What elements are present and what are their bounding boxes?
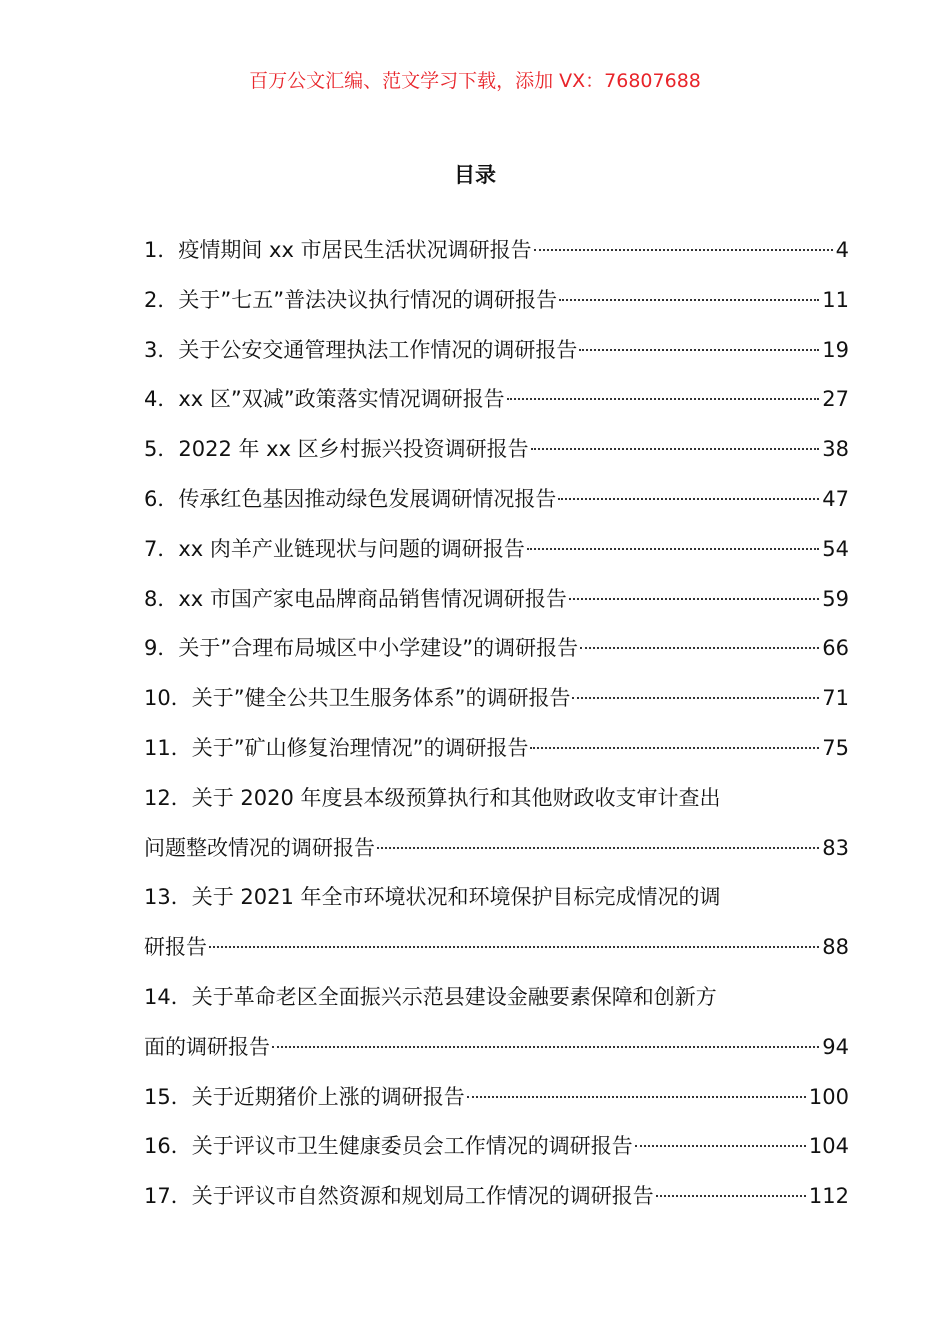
toc-entry-title: 5．2022 年 xx 区乡村振兴投资调研报告 [144,437,529,462]
toc-page-number: 104 [808,1134,849,1159]
toc-page-number: 59 [822,586,849,611]
toc-page-number: 4 [835,238,849,262]
toc-entry-title: 面的调研报告 [144,1034,270,1059]
page-title: 目录 [454,163,496,187]
toc-page-number: 71 [822,686,849,711]
dot-leader [209,946,819,948]
toc-entry-line-last [144,226,849,276]
dot-leader [580,647,819,649]
toc-entry-line-last [144,1172,849,1222]
dot-leader [579,349,819,351]
toc-entry-line-last [144,674,849,724]
toc-entry-line-last [144,575,849,625]
toc-entry-line-last [144,375,849,425]
toc-entry-title: 17．关于评议市自然资源和规划局工作情况的调研报告 [144,1184,654,1209]
toc-entry-line [144,774,849,824]
toc-entry-line-last [144,1122,849,1172]
toc-entry[interactable] [144,774,849,874]
toc-page-number: 112 [808,1184,849,1209]
toc-page-number: 100 [808,1084,849,1109]
dot-leader [569,598,819,600]
toc-entry-title: 3．关于公安交通管理执法工作情况的调研报告 [144,337,578,362]
toc-entry-line-last [144,724,849,774]
toc-entry[interactable] [144,575,849,625]
toc-entry-title: 问题整改情况的调研报告 [144,835,375,860]
toc-entry[interactable] [144,724,849,774]
toc-entry-line-last [144,624,849,674]
table-of-contents [144,226,849,1222]
toc-page-number: 88 [822,935,849,960]
toc-page-number: 11 [822,287,849,312]
toc-entry-line-last [144,1023,849,1073]
toc-entry-title: 8．xx 市国产家电品牌商品销售情况调研报告 [144,586,567,611]
toc-entry-title: 9．关于”合理布局城区中小学建设”的调研报告 [144,636,579,661]
toc-entry[interactable] [144,1172,849,1222]
toc-entry-title: 7．xx 肉羊产业链现状与问题的调研报告 [144,536,525,561]
toc-entry[interactable] [144,425,849,475]
toc-entry-title: 2．关于”七五”普法决议执行情况的调研报告 [144,287,558,312]
toc-page-number: 66 [822,636,849,661]
dot-leader [272,1046,819,1048]
toc-entry-line-last [144,923,849,973]
toc-entry-title: 16．关于评议市卫生健康委员会工作情况的调研报告 [144,1134,633,1159]
toc-entry-line-last [144,1073,849,1123]
toc-entry-title: 研报告 [144,935,207,960]
toc-entry-title: 1．疫情期间 xx 市居民生活状况调研报告 [144,238,532,262]
dot-leader [572,697,819,699]
toc-page-number: 38 [822,437,849,462]
toc-entry-line-last [144,276,849,326]
toc-page-number: 83 [822,835,849,860]
dot-leader [635,1145,806,1147]
toc-entry-line [144,873,849,923]
toc-entry[interactable] [144,226,849,276]
toc-entry-line-last [144,326,849,376]
toc-entry-line-last [144,525,849,575]
toc-page-number: 47 [822,486,849,511]
watermark-banner: 百万公文汇编、范文学习下载，添加 VX：76807688 [249,70,701,92]
toc-entry-title: 11．关于”矿山修复治理情况”的调研报告 [144,735,529,760]
toc-entry-title: 6．传承红色基因推动绿色发展调研情况报告 [144,486,557,511]
toc-entry-line-last [144,425,849,475]
toc-entry-title: 13．关于 2021 年全市环境状况和环境保护目标完成情况的调 [144,885,721,910]
toc-entry[interactable] [144,326,849,376]
toc-page-number: 94 [822,1034,849,1059]
toc-entry-title: 4．xx 区”双减”政策落实情况调研报告 [144,387,505,412]
toc-entry[interactable] [144,624,849,674]
dot-leader [559,299,819,301]
dot-leader [377,847,819,849]
toc-page-number: 19 [822,337,849,362]
dot-leader [527,548,819,550]
dot-leader [656,1195,806,1197]
toc-entry-line-last [144,824,849,874]
dot-leader [531,448,820,450]
dot-leader [530,747,819,749]
dot-leader [467,1096,806,1098]
toc-entry[interactable] [144,873,849,973]
dot-leader [534,249,833,251]
toc-page-number: 54 [822,536,849,561]
toc-entry[interactable] [144,973,849,1073]
toc-entry[interactable] [144,674,849,724]
dot-leader [558,498,819,500]
toc-entry[interactable] [144,1122,849,1172]
toc-entry-title: 15．关于近期猪价上涨的调研报告 [144,1084,465,1109]
toc-entry-title: 12．关于 2020 年度县本级预算执行和其他财政收支审计查出 [144,785,721,810]
toc-entry-title: 10．关于”健全公共卫生服务体系”的调研报告 [144,686,571,711]
toc-page-number: 27 [822,387,849,412]
toc-entry-line-last [144,475,849,525]
toc-page-number: 75 [822,735,849,760]
toc-entry[interactable] [144,1073,849,1123]
toc-entry[interactable] [144,375,849,425]
toc-entry[interactable] [144,525,849,575]
toc-entry-title: 14．关于革命老区全面振兴示范县建设金融要素保障和创新方 [144,984,717,1009]
toc-entry[interactable] [144,475,849,525]
toc-entry-line [144,973,849,1023]
dot-leader [507,398,820,400]
toc-entry[interactable] [144,276,849,326]
